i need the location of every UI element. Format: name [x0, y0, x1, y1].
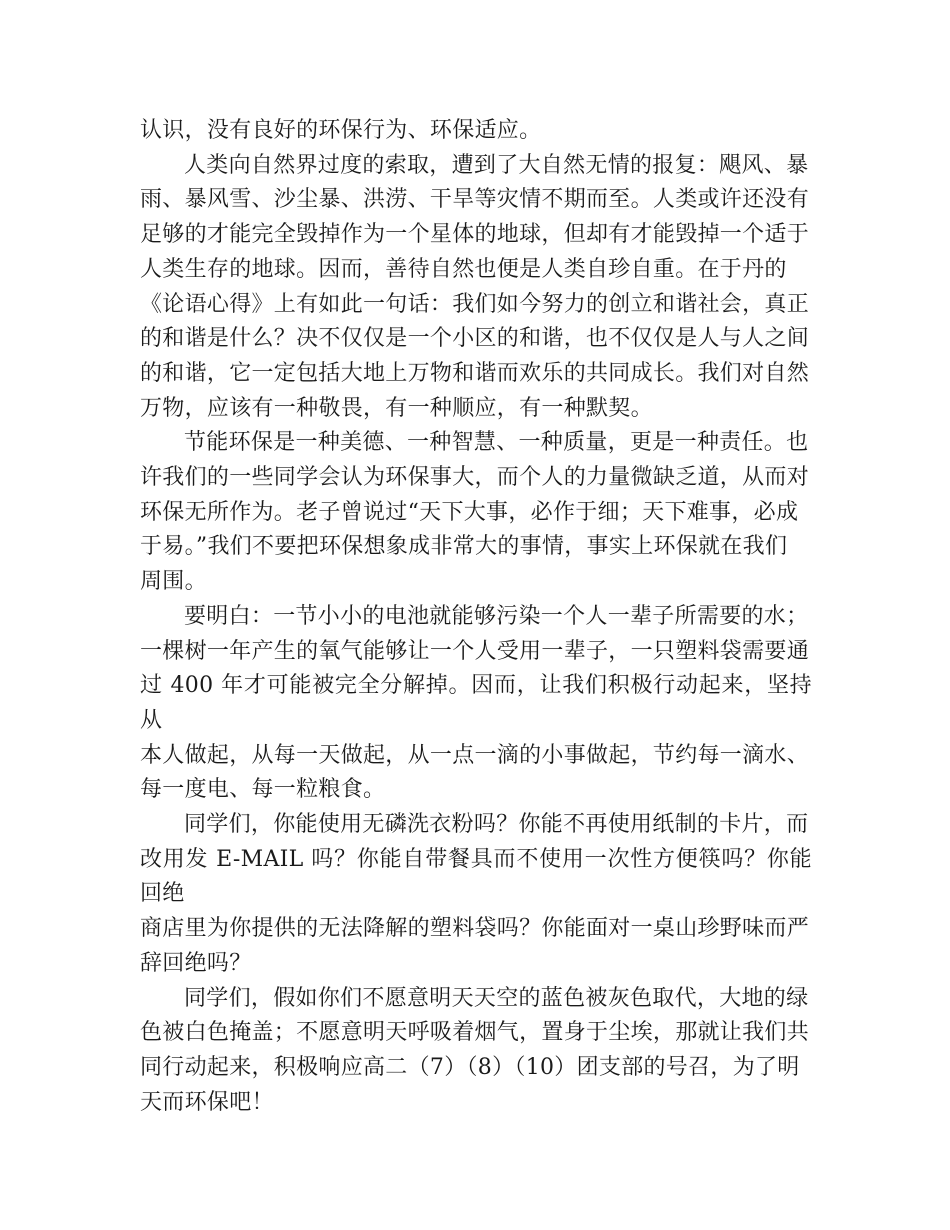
text-line: 商店里为你提供的无法降解的塑料袋吗？你能面对一桌山珍野味而严 — [140, 916, 810, 942]
text-line: 环保无所作为。老子曾说过“天下大事，必作于细；天下难事，必成 — [140, 499, 799, 525]
paragraph-2 — [140, 149, 812, 427]
text-line: 周围。 — [140, 569, 207, 595]
text-line: 天而环保吧！ — [140, 1089, 274, 1115]
text-line: 足够的才能完全毁掉作为一个星体的地球，但却有才能毁掉一个适于 — [140, 222, 810, 248]
text-line: 辞回绝吗？ — [140, 950, 252, 976]
text-line: 万物，应该有一种敬畏，有一种顺应，有一种默契。 — [140, 395, 653, 421]
paragraph-4 — [140, 600, 812, 808]
text-line: 过 400 年才可能被完全分解掉。因而，让我们积极行动起来，坚持从 — [140, 673, 812, 733]
text-line: 同学们，你能使用无磷洗衣粉吗？你能不再使用纸制的卡片，而 — [184, 812, 809, 838]
text-line: 的和谐，它一定包括大地上万物和谐而欢乐的共同成长。我们对自然 — [140, 360, 810, 386]
text-line: 人类生存的地球。因而，善待自然也便是人类自珍自重。在于丹的 — [140, 256, 787, 282]
text-line: 色被白色掩盖；不愿意明天呼吸着烟气，置身于尘埃，那就让我们共 — [140, 1020, 810, 1046]
text-line: 《论语心得》上有如此一句话：我们如今努力的创立和谐社会，真正 — [140, 291, 810, 317]
text-line: 本人做起，从每一天做起，从一点一滴的小事做起，节约每一滴水、 — [140, 742, 810, 768]
text-line: 许我们的一些同学会认为环保事大，而个人的力量微缺乏道，从而对 — [140, 465, 810, 491]
paragraph-1 — [140, 114, 812, 149]
text-line: 要明白：一节小小的电池就能够污染一个人一辈子所需要的水； — [184, 603, 809, 629]
text-line: 每一度电、每一粒粮食。 — [140, 777, 386, 803]
text-line: 人类向自然界过度的索取，遭到了大自然无情的报复：飓风、暴 — [184, 152, 809, 178]
text-line: 节能环保是一种美德、一种智慧、一种质量，更是一种责任。也 — [184, 430, 809, 456]
text-line: 同学们，假如你们不愿意明天天空的蓝色被灰色取代，大地的绿 — [184, 985, 809, 1011]
paragraph-3 — [140, 426, 812, 600]
text-line: 于易。”我们不要把环保想象成非常大的事情，事实上环保就在我们 — [140, 534, 788, 560]
text-line: 的和谐是什么？决不仅仅是一个小区的和谐，也不仅仅是人与人之间 — [140, 326, 810, 352]
text-line: 同行动起来，积极响应高二（7）（8）（10）团支部的号召，为了明 — [140, 1054, 800, 1080]
text-line: 认识，没有良好的环保行为、环保适应。 — [140, 118, 542, 143]
document-body — [140, 114, 812, 1120]
paragraph-6 — [140, 982, 812, 1121]
text-line: 雨、暴风雪、沙尘暴、洪涝、干旱等灾情不期而至。人类或许还没有 — [140, 187, 810, 213]
text-line: 改用发 E-MAIL 吗？你能自带餐具而不使用一次性方便筷吗？你能回绝 — [140, 846, 812, 907]
text-line: 一棵树一年产生的氧气能够让一个人受用一辈子，一只塑料袋需要通 — [140, 638, 810, 664]
paragraph-5 — [140, 808, 812, 982]
